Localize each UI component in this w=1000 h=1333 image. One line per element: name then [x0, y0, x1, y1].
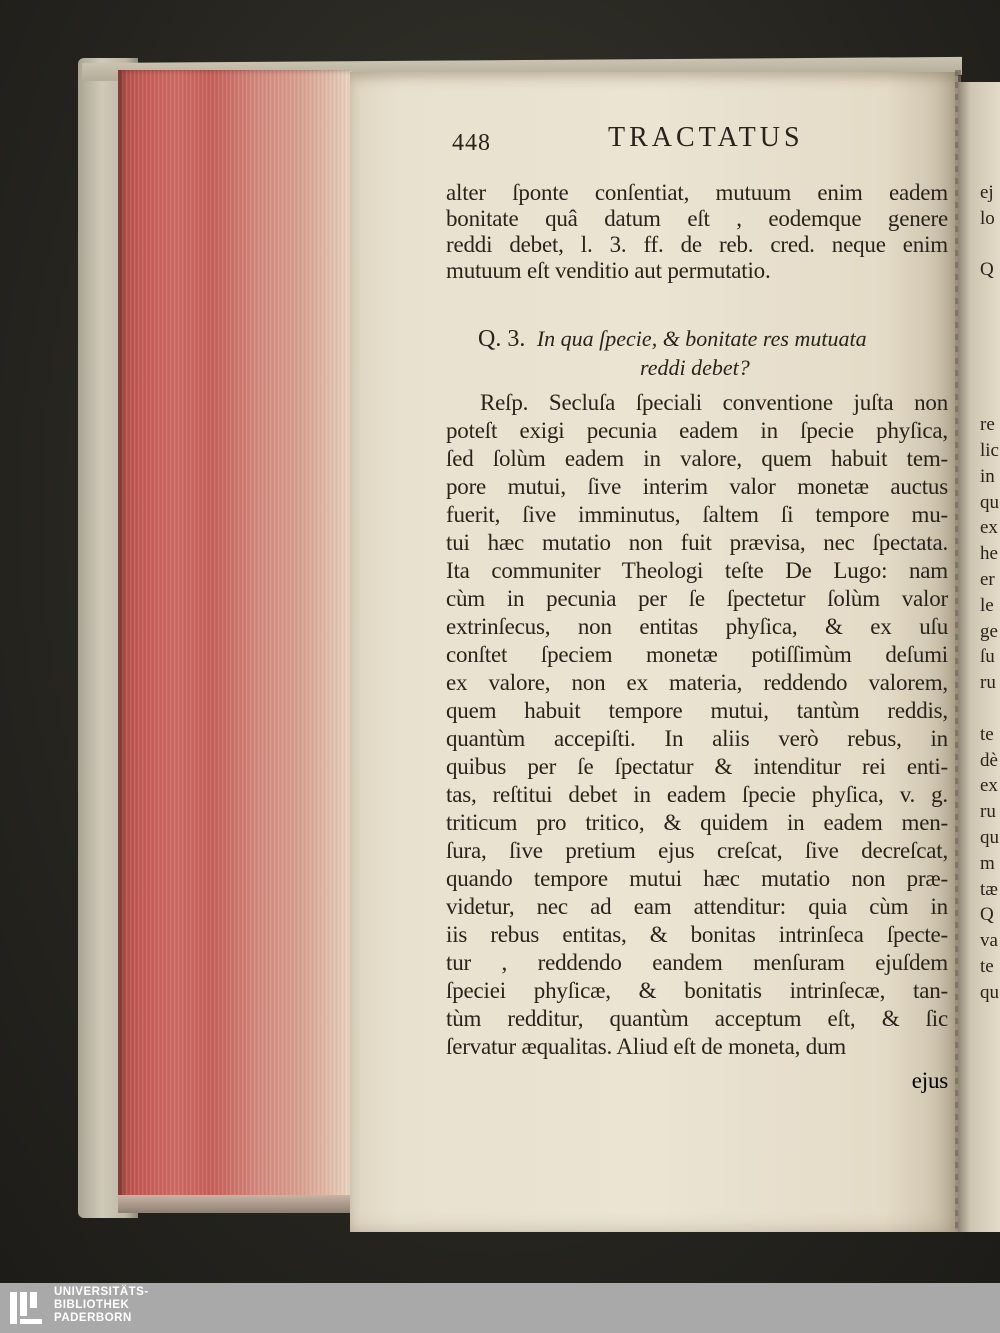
body-line: poteſt exigi pecunia eadem in ſpecie phyſica, — [446, 418, 948, 443]
body-line: cùm in pecunia per ſe ſpectetur ſolùm valor — [446, 586, 948, 611]
body-line: ſpeciei phyſicæ, & bonitatis intrinſecæ, tan- — [446, 978, 948, 1003]
body-line: quantùm accepiſti. In aliis verò rebus, in — [446, 726, 948, 751]
body-line: ſed ſolùm eadem in valore, quem habuit tem- — [446, 446, 948, 471]
running-head: TRACTATUS — [608, 122, 804, 153]
body-line: tas, reſtitui debet in eadem ſpecie phyſica, v. g. — [446, 782, 948, 807]
body-line: ſervatur æqualitas. Aliud eſt de moneta, dum — [446, 1034, 847, 1059]
catchword: ejus — [911, 1068, 948, 1093]
library-footer — [0, 1283, 1000, 1333]
text-line: reddi debet, l. 3. ff. de reb. cred. neque enim — [446, 232, 948, 257]
library-name — [54, 1286, 149, 1325]
library-name-line-3: PADERBORN — [54, 1312, 132, 1324]
body-line: quem habuit tempore mutui, tantùm reddis, — [446, 698, 948, 723]
page-edge-bottom — [118, 1195, 358, 1213]
body-line: ex valore, non ex materia, reddendo valorem, — [446, 670, 948, 695]
library-name-line-1: UNIVERSITÄTS- — [54, 1286, 149, 1298]
body-line: conſtet ſpeciem monetæ potiſſimùm deſumi — [446, 642, 948, 667]
question-heading — [478, 326, 938, 353]
page-number: 448 — [452, 130, 491, 156]
red-page-edges — [118, 70, 352, 1202]
body-line: Reſp. Secluſa ſpeciali conventione juſta non — [480, 390, 948, 415]
question-label: Q. 3. — [478, 326, 526, 352]
body-line: tur , reddendo eandem menſuram ejuſdem — [446, 950, 948, 975]
body-line: triticum pro tritico, & quidem in eadem men- — [446, 810, 948, 835]
body-line: Ita communiter Theologi teſte De Lugo: nam — [446, 558, 948, 583]
body-line: extrinſecus, non entitas phyſica, & ex uſu — [446, 614, 948, 639]
text-line: bonitate quâ datum eſt , eodemque genere — [446, 206, 948, 231]
question-text-line-1: In qua ſpecie, & bonitate res mutuata — [536, 326, 867, 351]
question-text-line-2: reddi debet? — [640, 355, 750, 380]
body-line: tùm redditur, quantùm acceptum eſt, & ſic — [446, 1006, 948, 1031]
body-line: fuerit, ſive imminutus, ſaltem ſi tempore mu- — [446, 502, 948, 527]
library-logo-icon — [6, 1288, 46, 1328]
text-line: mutuum eſt venditio aut permutatio. — [446, 258, 771, 283]
body-line: tui hæc mutatio non fuit prævisa, nec ſpectata. — [446, 530, 948, 555]
text-line: alter ſponte conſentiat, mutuum enim eadem — [446, 180, 948, 205]
body-line: pore mutui, ſive interim valor monetæ auctus — [446, 474, 948, 499]
body-line: iis rebus entitas, & bonitas intrinſeca ſpecte- — [446, 922, 948, 947]
body-line: ſura, ſive pretium ejus creſcat, ſive decreſcat, — [446, 838, 948, 863]
body-line: quibus per ſe ſpectatur & intenditur rei enti- — [446, 754, 948, 779]
library-name-line-2: BIBLIOTHEK — [54, 1299, 130, 1311]
body-line: videtur, nec ad eam attenditur: quia cùm in — [446, 894, 948, 919]
facing-page-text: ej lo Q re lic in qu ex he er le ge ſu ru te dè ex ru qu m tæ Q va te qu — [980, 182, 999, 1003]
body-line: quando tempore mutui hæc mutatio non præ- — [446, 866, 948, 891]
